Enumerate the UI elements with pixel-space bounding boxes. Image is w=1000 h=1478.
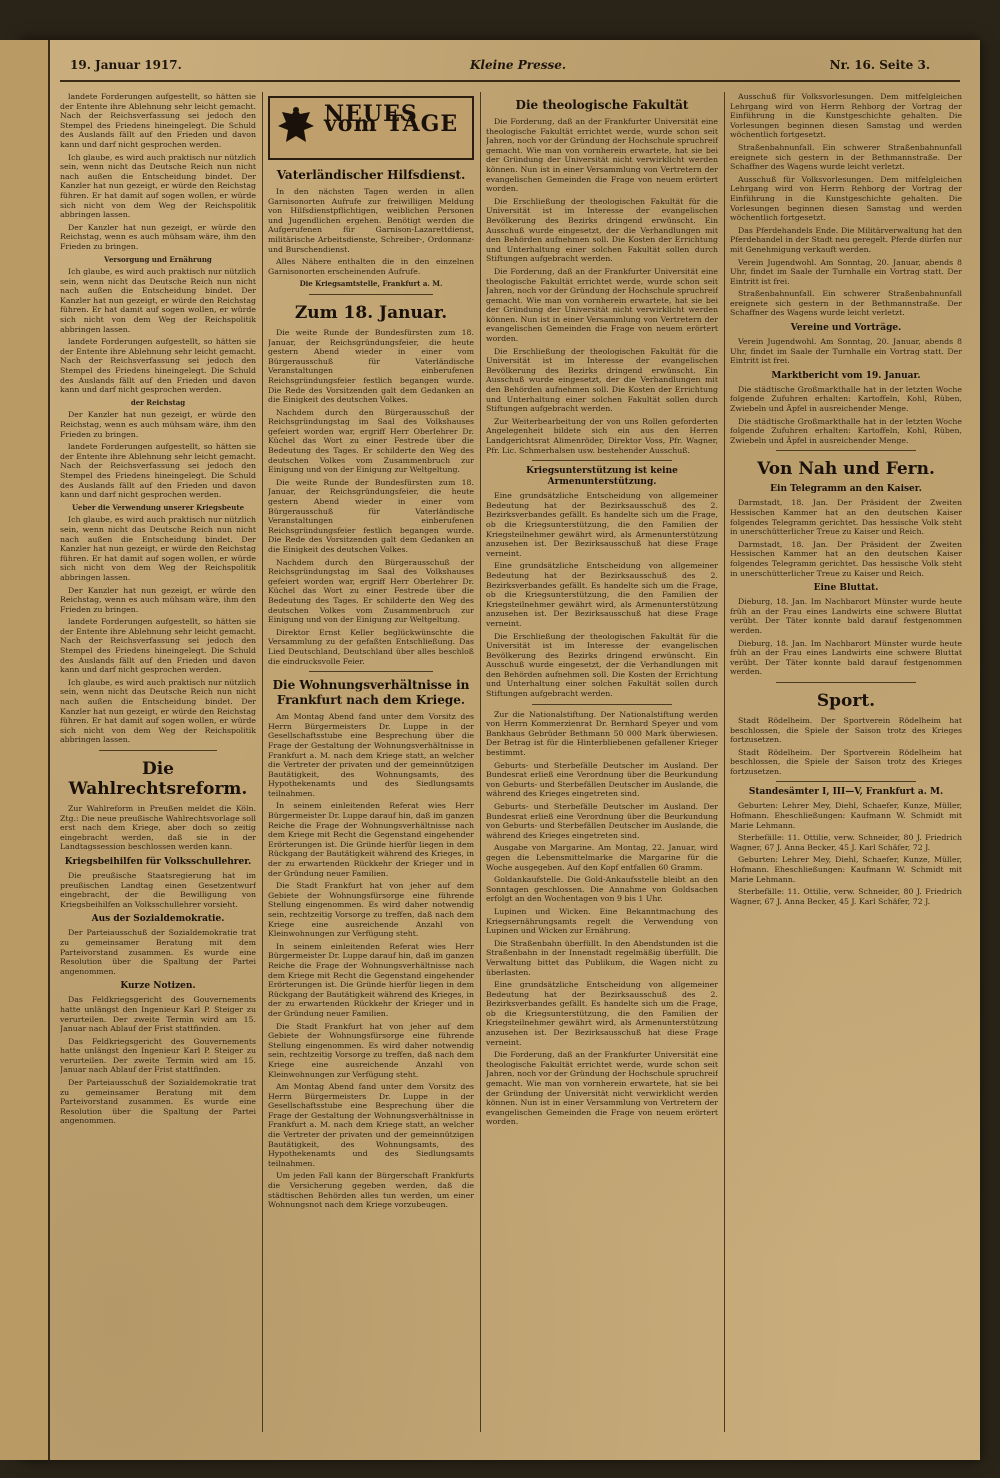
article-text: Die weite Runde der Bundesfürsten zum 18. Januar, der Reichsgründungsfeier, die heute gestern Abend wieder in einer vom Bürgerausschuß für Vaterländische Veranstaltungen einberufenen Reichsgründungsfeier festlich begangen wurde. Die Rede des Vorsitzenden galt dem Gedanken an die Einigkeit des deutschen Volkes.	[268, 327, 474, 405]
signature: Die Kriegsamtstelle, Frankfurt a. M.	[299, 279, 443, 289]
article-text: Die Erschließung der theologischen Fakultät für die Universität ist im Interesse der evangelischen Bevölkerung des Bezirks dringend erwünscht. Ein Ausschuß wurde eingesetzt, der die Verhandlungen mit den Behörden aufnehmen soll. Die Kosten der Errichtung und Unterhaltung einer solchen Fakultät sollen durch Stiftungen aufgebracht werden.	[486, 196, 718, 264]
headline-telegramm: Ein Telegramm an den Kaiser.	[770, 484, 922, 495]
article-text: Nachdem durch den Bürgerausschuß der Reichsgründungstag im Saal des Volkshauses gefeiert worden war, ergriff Herr Oberlehrer Dr. Küchel das Wort zu einer Festrede über die Bedeutung des Tages. Er schilderte den Weg des deutschen Volkes vom Zusammenbruch zur Einigung und von der Einigung zur Weltgeltung.	[268, 557, 474, 625]
headline-wohnungsverhaeltnisse: Die Wohnungsverhältnisse in Frankfurt nach dem Kriege.	[272, 678, 470, 708]
article-text: Am Montag Abend fand unter dem Vorsitz des Herrn Bürgermeisters Dr. Luppe in der Gesellschaftsstube eine Besprechung über die Frage der Gestaltung der Wohnungsverhältnisse in Frankfurt a. M. nach dem Kriege statt, an welcher die Vertreter der privaten und der gemeinnützigen Bautätigkeit, des Wohnungsamts, des Hypothekenamts und des Siedlungsamts teilnahmen.	[268, 1082, 474, 1168]
article-text: Direktor Ernst Keller beglückwünschte die Versammlung zu der gefaßten Entschließung. Das Lied Deutschland, Deutschland über alles beschloß die eindrucksvolle Feier.	[268, 627, 474, 666]
column-2	[268, 92, 474, 1432]
article-text: Der Parteiausschuß der Sozialdemokratie trat zu gemeinsamer Beratung mit dem Parteivorstand zusammen. Es wurde eine Resolution über die Spaltung der Partei angenommen.	[60, 928, 256, 976]
divider	[532, 704, 671, 705]
news-item: Ausgabe von Margarine. Am Montag, 22. Januar, wird gegen die Lebensmittelmarke die Margarine für die Woche ausgegeben. Auf den Kopf entfallen 60 Gramm.	[486, 843, 718, 872]
article-text: Die Forderung, daß an der Frankfurter Universität eine theologische Fakultät errichtet werde, wurde schon seit Jahren, noch vor der Gründung der Hochschule spruchreif gemacht. Wie man von vornherein erwartete, hat sie bei der Gründung der Universität nicht verwirklicht werden können. Nun ist in einer Versammlung von Vertretern der evangelischen Gemeinden die Frage von neuem erörtert worden.	[486, 117, 718, 194]
news-item: Die Forderung, daß an der Frankfurter Universität eine theologische Fakultät errichtet werde, wurde schon seit Jahren, noch vor der Gründung der Hochschule spruchreif gemacht. Wie man von vornherein erwartete, hat sie bei der Gründung der Universität nicht verwirklicht werden können. Nun ist in einer Versammlung von Vertretern der evangelischen Gemeinden die Frage von neuem erörtert worden.	[486, 1050, 718, 1127]
news-item: Darmstadt, 18. Jan. Der Präsident der Zweiten Hessischen Kammer hat an den deutschen Kaiser folgendes Telegramm gerichtet. Das hessische Volk steht in unerschütterlicher Treue zu Kaiser und Reich.	[730, 539, 962, 578]
article-text: Der Kanzler hat nun gezeigt, er würde den Reichstag, wenn es auch mühsam wäre, ihm den Frieden zu bringen.	[60, 410, 256, 439]
column-3	[486, 92, 718, 1432]
header-issue: Nr. 16. Seite 3.	[829, 58, 930, 72]
news-item: Die Straßenbahn überfüllt. In den Abendstunden ist die Straßenbahn in der Innenstadt regelmäßig überfüllt. Die Verwaltung bittet das Publikum, die Wagen nicht zu überlasten.	[486, 938, 718, 977]
logo-text: NEUES vom TAGE	[324, 101, 459, 137]
registry-entry: Geburten: Lehrer Mey, Diehl, Schaefer, Kunze, Müller, Hofmann. Eheschließungen: Kaufmann W. Schmidt mit Marie Lehmann.	[730, 855, 962, 884]
article-text: landete Forderungen aufgestellt, so hätten sie der Entente ihre Ablehnung sehr leicht gemacht. Nach der Reichsverfassung sei jedoch den Stempel des Friedens hineingelegt. Die Schuld des Auslands fällt auf den Frieden und davon kann und darf nicht gesprochen werden.	[60, 617, 256, 675]
article-text: Die Stadt Frankfurt hat von jeher auf dem Gebiete der Wohnungsfürsorge eine führende Stellung eingenommen. Es wird daher notwendig sein, rechtzeitig Vorsorge zu treffen, daß nach dem Kriege eine ausreichende Anzahl von Kleinwohnungen zur Verfügung steht.	[268, 881, 474, 939]
headline-hilfsdienst: Vaterländischer Hilfsdienst.	[276, 168, 466, 182]
registry-entry: Sterbefälle: 11. Ottilie, verw. Schneider, 80 J. Friedrich Wagner, 67 J. Anna Becker, 45 J. Karl Schäfer, 72 J.	[730, 833, 962, 852]
news-item: Ausschuß für Volksvorlesungen. Dem mitfelgleichen Lehrgang wird von Herrn Rehborg der Vortrag der Einführung in die Kunstgeschichte gehalten. Die Vorlesungen beginnen diesen Samstag und werden wöchentlich fortgesetzt.	[730, 92, 962, 140]
column-rule	[724, 92, 725, 1432]
divider	[776, 450, 915, 451]
news-item: Geburts- und Sterbefälle Deutscher im Ausland. Der Bundesrat erließ eine Verordnung über die Beurkundung von Geburts- und Sterbefällen Deutscher im Auslande, die während des Krieges eingetreten sind.	[486, 760, 718, 799]
article-text: Die Erschließung der theologischen Fakultät für die Universität ist im Interesse der evangelischen Bevölkerung des Bezirks dringend erwünscht. Ein Ausschuß wurde eingesetzt, der die Verhandlungen mit den Behörden aufnehmen soll. Die Kosten der Errichtung und Unterhaltung einer solchen Fakultät sollen durch Stiftungen aufgebracht werden.	[486, 631, 718, 699]
headline-bluttat: Eine Bluttat.	[813, 583, 879, 594]
article-text: Ich glaube, es wird auch praktisch nur nützlich sein, wenn nicht das Deutsche Reich nun nicht nach außen die Entscheidung bindet. Der Kanzler hat nun gezeigt, er würde den Reichstag führen. Er hat damit auf sogen wollen, er würde sich nicht von dem Weg der Reichspolitik abbringen lassen.	[60, 677, 256, 745]
headline-sport: Sport.	[816, 690, 876, 711]
article-text: Die Erschließung der theologischen Fakultät für die Universität ist im Interesse der evangelischen Bevölkerung des Bezirks dringend erwünscht. Ein Ausschuß wurde eingesetzt, der die Verhandlungen mit den Behörden aufnehmen soll. Die Kosten der Errichtung und Unterhaltung einer solchen Fakultät sollen durch Stiftungen aufgebracht werden.	[486, 346, 718, 414]
news-item: Goldankaufstelle. Die Gold-Ankaufsstelle bleibt an den Sonntagen geschlossen. Die Annahme von Goldsachen erfolgt an den Wochentagen von 9 bis 1 Uhr.	[486, 875, 718, 904]
column-4	[730, 92, 962, 1432]
news-item: Eine grundsätzliche Entscheidung von allgemeiner Bedeutung hat der Bezirksausschuß des 2. Bezirksverbandes gefällt. Es handelte sich um die Frage, ob die Kriegsunterstützung, die den Familien der Kriegsteilnehmer gewährt wird, als Armenunterstützung anzusehen ist. Der Bezirksausschuß hat diese Frage verneint.	[486, 980, 718, 1047]
news-item: Dieburg, 18. Jan. Im Nachbarort Münster wurde heute früh an der Frau eines Landwirts eine schwere Bluttat verübt. Der Täter konnte bald darauf festgenommen werden.	[730, 638, 962, 677]
divider	[776, 781, 915, 782]
news-item: Geburts- und Sterbefälle Deutscher im Ausland. Der Bundesrat erließ eine Verordnung über die Beurkundung von Geburts- und Sterbefällen Deutscher im Auslande, die während des Krieges eingetreten sind.	[486, 802, 718, 840]
article-text: Der Kanzler hat nun gezeigt, er würde den Reichstag, wenn es auch mühsam wäre, ihm den Frieden zu bringen.	[60, 585, 256, 614]
article-text: Das Feldkriegsgericht des Gouvernements hatte unlängst den Ingenieur Karl P. Steiger zu verurteilen. Der zweite Termin wird am 15. Januar nach Ablauf der Frist stattfinden.	[60, 1036, 256, 1075]
headline-sozialdemokratie: Aus der Sozialdemokratie.	[91, 914, 225, 925]
headline-theologische-fakultaet: Die theologische Fakultät	[515, 98, 689, 112]
header-paper-title: Kleine Presse.	[470, 58, 567, 72]
headline-standesaemter: Standesämter I, III—V, Frankfurt a. M.	[748, 787, 944, 798]
news-item: Zur die Nationalstiftung. Der Nationalstiftung werden von Herrn Kommerzienrat Dr. Bernhard Speyer und vom Bankhaus Gebrüder Bethmann 50 000 Mark überwiesen. Der Betrag ist für die Hinterbliebenen gefallener Krieger bestimmt.	[486, 709, 718, 758]
divider	[309, 294, 433, 295]
news-item: Das Pferdehandels Ende. Die Militärverwaltung hat den Pferdehandel in der Stadt neu geregelt. Pferde dürfen nur mit Genehmigung verkauft werden.	[730, 225, 962, 254]
article-text: Zur Wahlreform in Preußen meldet die Köln. Ztg.: Die neue preußische Wahlrechtsvorlage soll erst nach dem Kriege, aber doch so zeitig eingebracht werden, daß sie in der Landtagssession beschlossen werden kann.	[60, 804, 256, 852]
article-text: Um jeden Fall kann der Bürgerschaft Frankfurts die Versicherung gegeben werden, daß die städtischen Behörden alles tun werden, um einer Wohnungsnot nach dem Kriege vorzubeugen.	[268, 1171, 474, 1210]
headline-18-januar: Zum 18. Januar.	[294, 302, 448, 323]
headline-notizen: Kurze Notizen.	[120, 981, 196, 992]
news-item: Darmstadt, 18. Jan. Der Präsident der Zweiten Hessischen Kammer hat an den deutschen Kaiser folgendes Telegramm gerichtet. Das hessische Volk steht in unerschütterlicher Treue zu Kaiser und Reich.	[730, 498, 962, 537]
registry-entry: Geburten: Lehrer Mey, Diehl, Schaefer, Kunze, Müller, Hofmann. Eheschließungen: Kaufmann W. Schmidt mit Marie Lehmann.	[730, 801, 962, 830]
article-text: In seinem einleitenden Referat wies Herr Bürgermeister Dr. Luppe darauf hin, daß im ganzen Reiche die Frage der Wohnungsverhältnisse nach dem Kriege mit Recht die Gegenstand eingehender Erörterungen ist. Die Gründe hierfür liegen in dem Rückgang der Bautätigkeit während des Krieges, in der zu erwartenden Rückkehr der Krieger und in der Gründung neuer Familien.	[268, 801, 474, 878]
divider	[532, 460, 671, 461]
article-text: Am Montag Abend fand unter dem Vorsitz des Herrn Bürgermeisters Dr. Luppe in der Gesellschaftsstube eine Besprechung über die Frage der Gestaltung der Wohnungsverhältnisse in Frankfurt a. M. nach dem Kriege statt, an welcher die Vertreter der privaten und der gemeinnützigen Bautätigkeit, des Wohnungsamts, des Hypothekenamts und des Siedlungsamts teilnahmen.	[268, 712, 474, 798]
article-text: Eine grundsätzliche Entscheidung von allgemeiner Bedeutung hat der Bezirksausschuß des 2. Bezirksverbandes gefällt. Es handelte sich um die Frage, ob die Kriegsunterstützung, die den Familien der Kriegsteilnehmer gewährt wird, als Armenunterstützung anzusehen ist. Der Bezirksausschuß hat diese Frage verneint.	[486, 491, 718, 558]
article-text: Alles Nähere enthalten die in den einzelnen Garnisonorten erscheinenden Aufrufe.	[268, 257, 474, 276]
page-header	[60, 50, 960, 82]
headline-wahlrecht: Die Wahlrechtsreform.	[68, 759, 248, 799]
article-text: Ich glaube, es wird auch praktisch nur nützlich sein, wenn nicht das Deutsche Reich nun nicht nach außen die Entscheidung bindet. Der Kanzler hat nun gezeigt, er würde den Reichstag führen. Er hat damit auf sogen wollen, er würde sich nicht von dem Weg der Reichspolitik abbringen lassen.	[60, 515, 256, 582]
news-item: Verein Jugendwohl. Am Sonntag, 20. Januar, abends 8 Uhr, findet im Saale der Turnhalle ein Vortrag statt. Der Eintritt ist frei.	[730, 337, 962, 366]
article-text: Der Kanzler hat nun gezeigt, er würde den Reichstag, wenn es auch mühsam wäre, ihm den Frieden zu bringen.	[60, 222, 256, 251]
subheading: der Reichstag	[130, 397, 186, 407]
column-1	[60, 92, 256, 1432]
article-text: In den nächsten Tagen werden in allen Garnisonorten Aufrufe zur freiwilligen Meldung von Hilfsdienstpflichtigen, weiblichen Personen und Jugendlichen ergehen. Benötigt werden die Aufgerufenen für Garnison-Lazarettdienst, militärische Arbeitsdienste, Schreiber-, Ordonnanz- und Burschendienst.	[268, 187, 474, 254]
article-text: Nachdem durch den Bürgerausschuß der Reichsgründungstag im Saal des Volkshauses gefeiert worden war, ergriff Herr Oberlehrer Dr. Küchel das Wort zu einer Festrede über die Bedeutung des Tages. Er schilderte den Weg des deutschen Volkes vom Zusammenbruch zur Einigung und von der Einigung zur Weltgeltung.	[268, 407, 474, 475]
news-item: Straßenbahnunfall. Ein schwerer Straßenbahnunfall ereignete sich gestern in der Bethmannstraße. Der Schaffner des Wagens wurde leicht verletzt.	[730, 289, 962, 318]
news-item: Straßenbahnunfall. Ein schwerer Straßenbahnunfall ereignete sich gestern in der Bethmannstraße. Der Schaffner des Wagens wurde leicht verletzt.	[730, 142, 962, 172]
news-item: Die städtische Großmarkthalle hat in der letzten Woche folgende Zufuhren erhalten: Kartoffeln, Kohl, Rüben, Zwiebeln und Äpfel in ausreichender Menge.	[730, 416, 962, 445]
news-item: Ausschuß für Volksvorlesungen. Dem mitfelgleichen Lehrgang wird von Herrn Rehborg der Vortrag der Einführung in die Kunstgeschichte gehalten. Die Vorlesungen beginnen diesen Samstag und werden wöchentlich fortgesetzt.	[730, 174, 962, 223]
subheading: Ueber die Verwendung unserer Kriegsbeute	[71, 502, 245, 512]
headline-kriegsbeihilfen: Kriegsbeihilfen für Volksschullehrer.	[64, 856, 252, 867]
news-item: Verein Jugendwohl. Am Sonntag, 20. Januar, abends 8 Uhr, findet im Saale der Turnhalle ein Vortrag statt. Der Eintritt ist frei.	[730, 257, 962, 286]
headline-marktbericht: Marktbericht vom 19. Januar.	[771, 370, 921, 381]
column-rule	[262, 92, 263, 1432]
registry-entry: Sterbefälle: 11. Ottilie, verw. Schneider, 80 J. Friedrich Wagner, 67 J. Anna Becker, 45 J. Karl Schäfer, 72 J.	[730, 887, 962, 906]
article-text: Eine grundsätzliche Entscheidung von allgemeiner Bedeutung hat der Bezirksausschuß des 2. Bezirksverbandes gefällt. Es handelte sich um die Frage, ob die Kriegsunterstützung, die den Familien der Kriegsteilnehmer gewährt wird, als Armenunterstützung anzusehen ist. Der Bezirksausschuß hat diese Frage verneint.	[486, 561, 718, 628]
article-text: Die weite Runde der Bundesfürsten zum 18. Januar, der Reichsgründungsfeier, die heute gestern Abend wieder in einer vom Bürgerausschuß für Vaterländische Veranstaltungen einberufenen Reichsgründungsfeier festlich begangen wurde. Die Rede des Vorsitzenden galt dem Gedanken an die Einigkeit des deutschen Volkes.	[268, 477, 474, 554]
subheading: Versorgung und Ernährung	[104, 254, 212, 264]
news-item: Die städtische Großmarkthalle hat in der letzten Woche folgende Zufuhren erhalten: Kartoffeln, Kohl, Rüben, Zwiebeln und Äpfel in ausreichender Menge.	[730, 384, 962, 414]
eagle-icon	[276, 104, 316, 150]
article-text: Das Feldkriegsgericht des Gouvernements hatte unlängst den Ingenieur Karl P. Steiger zu verurteilen. Der zweite Termin wird am 15. Januar nach Ablauf der Frist stattfinden.	[60, 995, 256, 1034]
headline-vereine: Vereine und Vorträge.	[790, 323, 902, 334]
news-item: Lupinen und Wicken. Eine Bekanntmachung des Kriegsernährungsamts regelt die Verwendung von Lupinen und Wicken zur Ernährung.	[486, 906, 718, 936]
article-text: Die Forderung, daß an der Frankfurter Universität eine theologische Fakultät errichtet werde, wurde schon seit Jahren, noch vor der Gründung der Hochschule spruchreif gemacht. Wie man von vornherein erwartete, hat sie bei der Gründung der Universität nicht verwirklicht werden können. Nun ist in einer Versammlung von Vertretern der evangelischen Gemeinden die Frage von neuem erörtert worden.	[486, 266, 718, 344]
news-item: Stadt Rödelheim. Der Sportverein Rödelheim hat beschlossen, die Spiele der Saison trotz des Krieges fortzusetzen.	[730, 747, 962, 776]
news-item: Dieburg, 18. Jan. Im Nachbarort Münster wurde heute früh an der Frau eines Landwirts eine schwere Bluttat verübt. Der Täter konnte bald darauf festgenommen werden.	[730, 597, 962, 635]
article-text: Die preußische Staatsregierung hat im preußischen Landtag einen Gesetzentwurf eingebracht, der die Bewilligung von Kriegsbeihilfen an Volksschullehrer vorsieht.	[60, 870, 256, 909]
previous-page-edge	[0, 40, 50, 1460]
news-item: Stadt Rödelheim. Der Sportverein Rödelheim hat beschlossen, die Spiele der Saison trotz des Krieges fortzusetzen.	[730, 715, 962, 745]
article-text: landete Forderungen aufgestellt, so hätten sie der Entente ihre Ablehnung sehr leicht gemacht. Nach der Reichsverfassung sei jedoch den Stempel des Friedens hineingelegt. Die Schuld des Auslands fällt auf den Frieden und davon kann und darf nicht gesprochen werden.	[60, 337, 256, 395]
article-text: landete Forderungen aufgestellt, so hätten sie der Entente ihre Ablehnung sehr leicht gemacht. Nach der Reichsverfassung sei jedoch den Stempel des Friedens hineingelegt. Die Schuld des Auslands fällt auf den Frieden und davon kann und darf nicht gesprochen werden.	[60, 92, 256, 149]
neues-vom-tage-logo	[268, 96, 474, 160]
article-text: In seinem einleitenden Referat wies Herr Bürgermeister Dr. Luppe darauf hin, daß im ganzen Reiche die Frage der Wohnungsverhältnisse nach dem Kriege mit Recht die Gegenstand eingehender Erörterungen ist. Die Gründe hierfür liegen in dem Rückgang der Bautätigkeit während des Krieges, in der zu erwartenden Rückkehr der Krieger und in der Gründung neuer Familien.	[268, 941, 474, 1018]
divider	[776, 682, 915, 683]
article-text: Zur Weiterbearbeitung der von uns Rollen geforderten Angelegenheit bildete sich ein aus den Herren Landgerichtsrat Alimenröder, Direktor Voss, Pfr. Wagner, Pfr. Lic. Schmerhalsen usw. bestehender Ausschuß.	[486, 416, 718, 455]
header-date: 19. Januar 1917.	[70, 58, 182, 72]
headline-nah-und-fern: Von Nah und Fern.	[757, 459, 935, 480]
article-text: Der Parteiausschuß der Sozialdemokratie trat zu gemeinsamer Beratung mit dem Parteivorstand zusammen. Es wurde eine Resolution über die Spaltung der Partei angenommen.	[60, 1078, 256, 1126]
article-text: Die Stadt Frankfurt hat von jeher auf dem Gebiete der Wohnungsfürsorge eine führende Stellung eingenommen. Es wird daher notwendig sein, rechtzeitig Vorsorge zu treffen, daß nach dem Kriege eine ausreichende Anzahl von Kleinwohnungen zur Verfügung steht.	[268, 1021, 474, 1079]
divider	[99, 750, 217, 751]
divider	[309, 671, 433, 672]
article-text: landete Forderungen aufgestellt, so hätten sie der Entente ihre Ablehnung sehr leicht gemacht. Nach der Reichsverfassung sei jedoch den Stempel des Friedens hineingelegt. Die Schuld des Auslands fällt auf den Frieden und davon kann und darf nicht gesprochen werden.	[60, 442, 256, 500]
headline-kriegsunterstuetzung: Kriegsunterstützung ist keine Armenunterstützung.	[526, 466, 678, 488]
article-text: Ich glaube, es wird auch praktisch nur nützlich sein, wenn nicht das Deutsche Reich nun nicht nach außen die Entscheidung bindet. Der Kanzler hat nun gezeigt, er würde den Reichstag führen. Er hat damit auf sogen wollen, er würde sich nicht von dem Weg der Reichspolitik abbringen lassen.	[60, 267, 256, 334]
article-text: Ich glaube, es wird auch praktisch nur nützlich sein, wenn nicht das Deutsche Reich nun nicht nach außen die Entscheidung bindet. Der Kanzler hat nun gezeigt, er würde den Reichstag führen. Er hat damit auf sogen wollen, er würde sich nicht von dem Weg der Reichspolitik abbringen lassen.	[60, 152, 256, 220]
column-rule	[480, 92, 481, 1432]
